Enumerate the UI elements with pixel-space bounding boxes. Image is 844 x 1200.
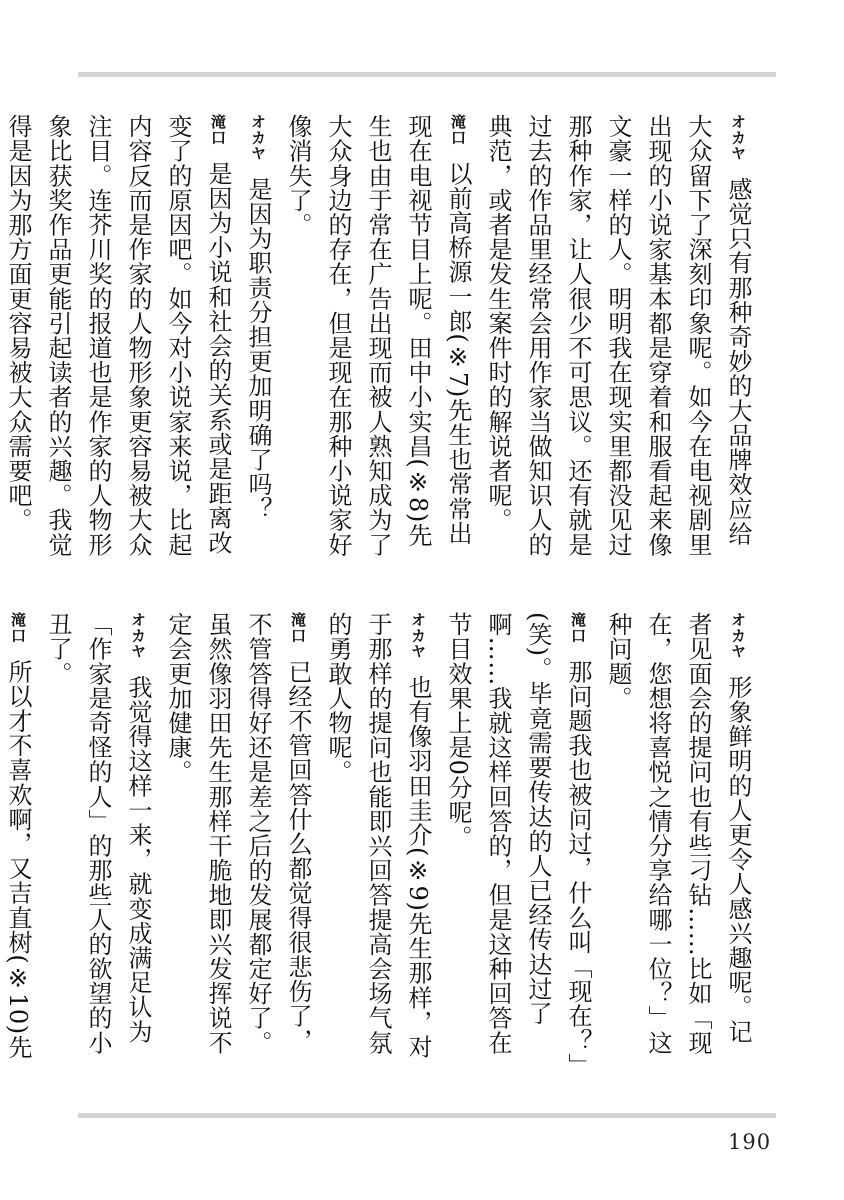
dialogue-paragraph	[238, 114, 278, 569]
dialogue-text: 所以才不喜欢啊，又吉直树(※10)先	[4, 659, 32, 1060]
top-rule	[78, 72, 776, 77]
speaker-label: オカヤ	[729, 612, 747, 659]
dialogue-paragraph	[0, 612, 38, 1067]
dialogue-text: 我觉得这样一来，就变成满足认为「作家是奇怪的人」的那些人的欲望的小丑了。	[44, 612, 152, 1055]
dialogue-text: 已经不管回答什么都觉得很悲伤了，不管答得好还是差之后的发展都定好了。虽然像羽田先生那样干脆地即兴发挥说不定会更加健康。	[164, 612, 312, 1055]
dialogue-text: 感觉只有那种奇妙的大品牌效应给大众留下了深刻印象呢。如今在电视剧里出现的小说家基本都是穿着和服看起来像文豪一样的人。明明我在现实里都没见过那种作家，让人很少不可思议。还有就是过去的作品里经常会用作家当做知识人的典范，或者是发生案件时的解说者呢。	[484, 114, 752, 557]
upper-text-block	[4, 114, 758, 569]
speaker-label: オカヤ	[129, 612, 147, 659]
speaker-label: オカヤ	[409, 612, 427, 659]
dialogue-text: 以前高桥源一郎(※7)先生也常常出现在电视节目上呢。田中小实昌(※8)先生也由于常在广告出现而被人熟知成为了大众身边的存在，但是现在那种小说家好像消失了。	[284, 114, 472, 557]
dialogue-paragraph	[478, 114, 758, 569]
speaker-label: 滝口	[449, 114, 467, 146]
lower-text-block	[4, 612, 758, 1067]
dialogue-text: 是因为职责分担更加明确了吗？	[244, 176, 272, 522]
dialogue-text: 是因为小说和社会的关系或是距离改变了的原因吧。如今对小说家来说，比起内容反而是作家的人物形象更容易被大众注目。连芥川奖的报道也是作家的人物形象比获奖作品更能引起读者的兴趣。我觉得是因为那方面更容易被大众需要吧。	[4, 114, 232, 557]
speaker-label: 滝口	[209, 114, 227, 146]
speaker-label: オカヤ	[729, 114, 747, 161]
dialogue-paragraph	[158, 612, 318, 1067]
dialogue-text: 也有像羽田圭介(※9)先生那样，对于那样的提问也能即兴回答提高会场气氛的勇敢人物呢。	[324, 612, 432, 1060]
dialogue-text: 那问题我也被问过，什么叫「现在？」(笑)。毕竟需要传达的人已经传达过了啊……我就这样回答的，但是这种回答在节目效果上是0分呢。	[444, 612, 592, 1066]
speaker-label: 滝口	[289, 612, 307, 644]
dialogue-text: 形象鲜明的人更令人感兴趣呢。记者见面会的提问也有些刁钻……比如「现在，您想将喜悦之情分享给哪一位？」这种问题。	[604, 612, 752, 1055]
dialogue-paragraph	[38, 612, 158, 1067]
dialogue-paragraph	[318, 612, 438, 1067]
speaker-label: 滝口	[9, 612, 27, 644]
speaker-label: オカヤ	[249, 114, 267, 161]
dialogue-paragraph	[438, 612, 598, 1067]
dialogue-paragraph	[598, 612, 758, 1067]
page-number: 190	[728, 1130, 772, 1154]
dialogue-paragraph	[0, 114, 238, 569]
dialogue-paragraph	[278, 114, 478, 569]
bottom-rule	[78, 1113, 776, 1118]
speaker-label: 滝口	[569, 612, 587, 644]
